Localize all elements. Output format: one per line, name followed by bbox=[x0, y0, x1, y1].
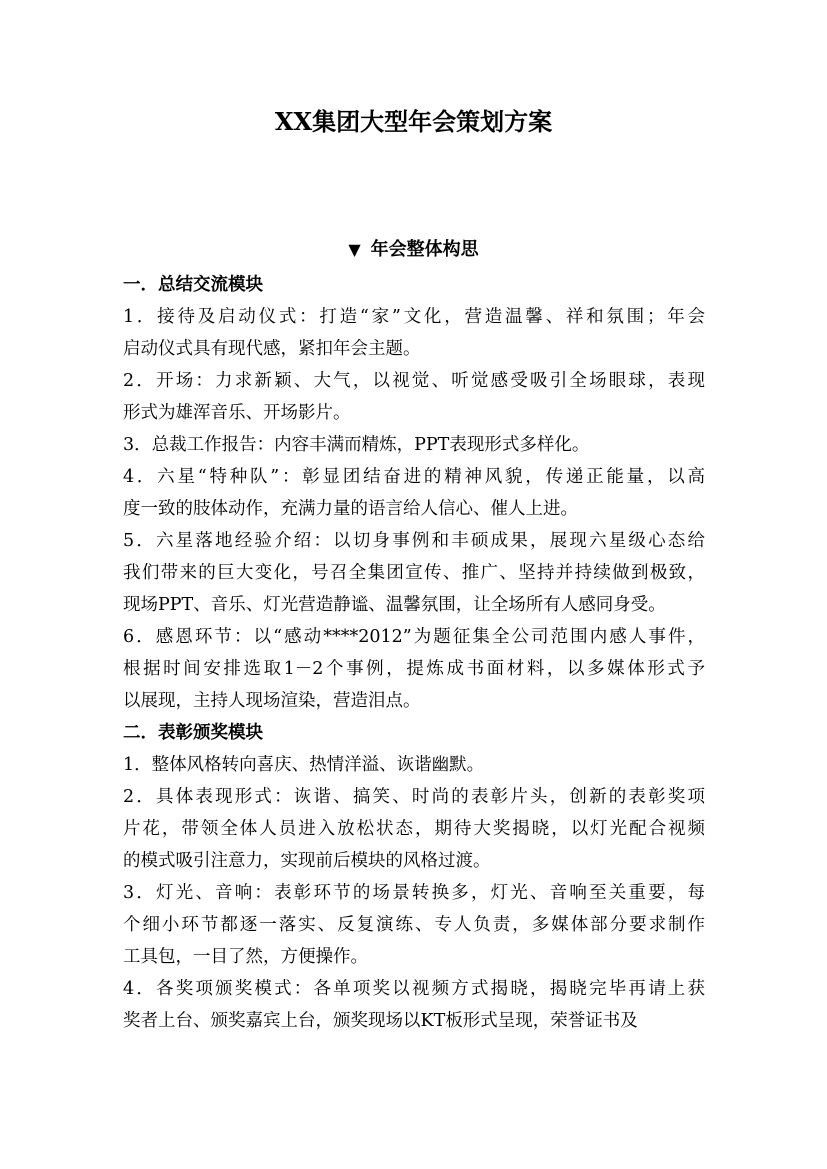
paragraph-line: 片花，带领全体人员进入放松状态，期待大奖揭晓，以灯光配合视频 bbox=[123, 819, 705, 839]
paragraph-line: 2．开场：力求新颖、大气，以视觉、听觉感受吸引全场眼球，表现 bbox=[123, 371, 705, 391]
list-item bbox=[123, 429, 705, 461]
paragraph-line: 2．具体表现形式：诙谐、搞笑、时尚的表彰片头，创新的表彰奖项 bbox=[123, 787, 705, 807]
list-item bbox=[123, 461, 705, 525]
list-item bbox=[123, 781, 705, 877]
paragraph-line: 5．六星落地经验介绍：以切身事例和丰硕成果，展现六星级心态给 bbox=[123, 531, 705, 551]
list-item bbox=[123, 973, 705, 1037]
paragraph-line: 的模式吸引注意力，实现前后模块的风格过渡。 bbox=[123, 851, 491, 871]
paragraph-line: 3．总裁工作报告：内容丰满而精炼，PPT表现形式多样化。 bbox=[123, 435, 590, 455]
list-item bbox=[123, 621, 705, 717]
paragraph-line: 3．灯光、音响：表彰环节的场景转换多，灯光、音响至关重要，每 bbox=[123, 883, 705, 903]
paragraph-line: 6．感恩环节：以“感动****2012”为题征集全公司范围内感人事件， bbox=[123, 627, 705, 647]
list-item bbox=[123, 877, 705, 973]
section-heading-text: 年会整体构思 bbox=[370, 239, 479, 260]
list-item bbox=[123, 525, 705, 621]
list-item bbox=[123, 749, 705, 781]
paragraph-line: 工具包，一目了然，方便操作。 bbox=[123, 947, 368, 967]
paragraph-line: 奖者上台、颁奖嘉宾上台，颁奖现场以KT板形式呈现，荣誉证书及 bbox=[123, 1011, 638, 1031]
paragraph-line: 1．接待及启动仪式：打造“家”文化，营造温馨、祥和氛围；年会 bbox=[123, 307, 705, 327]
module-heading: 一．总结交流模块 bbox=[123, 275, 263, 295]
paragraph-line: 以展现，主持人现场渲染，营造泪点。 bbox=[123, 691, 421, 711]
paragraph-line: 根据时间安排选取1－2个事例，提炼成书面材料，以多媒体形式予 bbox=[123, 659, 705, 679]
paragraph-line: 我们带来的巨大变化，号召全集团宣传、推广、坚持并持续做到极致， bbox=[123, 563, 705, 583]
paragraph-line: 形式为雄浑音乐、开场影片。 bbox=[123, 403, 351, 423]
triangle-down-icon: ▼ bbox=[348, 240, 361, 259]
document-title: XX集团大型年会策划方案 bbox=[274, 107, 553, 136]
paragraph-line: 现场PPT、音乐、灯光营造静谧、温馨氛围，让全场所有人感同身受。 bbox=[123, 595, 666, 615]
paragraph-line: 度一致的肢体动作，充满力量的语言给人信心、催人上进。 bbox=[123, 499, 578, 519]
paragraph-line: 个细小环节都逐一落实、反复演练、专人负责，多媒体部分要求制作 bbox=[123, 915, 705, 935]
paragraph-line: 4．六星“特种队”：彰显团结奋进的精神风貌，传递正能量，以高 bbox=[123, 467, 705, 487]
paragraph-line: 1．整体风格转向喜庆、热情洋溢、诙谐幽默。 bbox=[123, 755, 485, 775]
paragraph-line: 4．各奖项颁奖模式：各单项奖以视频方式揭晓，揭晓完毕再请上获 bbox=[123, 979, 705, 999]
list-item bbox=[123, 365, 705, 429]
list-item bbox=[123, 301, 705, 365]
module-heading: 二．表彰颁奖模块 bbox=[123, 723, 263, 743]
paragraph-line: 启动仪式具有现代感，紧扣年会主题。 bbox=[123, 339, 421, 359]
document-body bbox=[123, 269, 705, 1037]
section-heading bbox=[0, 234, 827, 266]
